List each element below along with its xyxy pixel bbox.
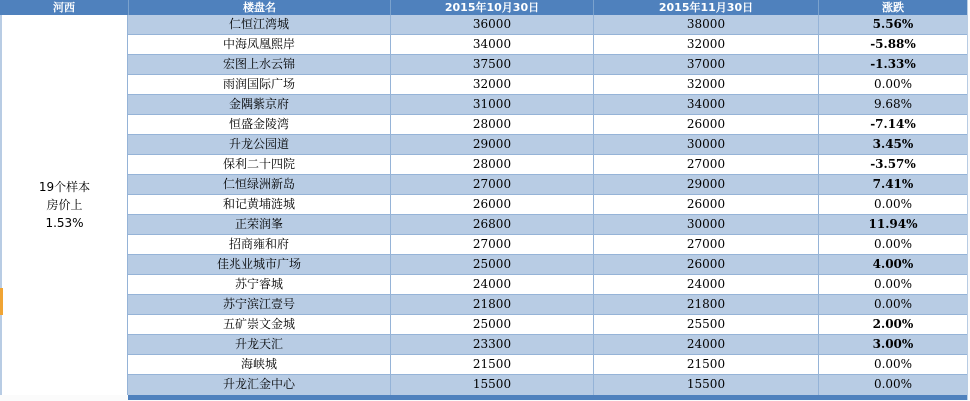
- table-row: [128, 175, 967, 195]
- price-nov-cell: 26000: [593, 115, 818, 134]
- building-name-cell: 海峡城: [240, 357, 277, 371]
- price-oct-cell: 26000: [390, 195, 593, 214]
- price-nov-cell: 25500: [593, 315, 818, 334]
- building-name-cell: 佳兆业城市广场: [216, 257, 301, 271]
- table-row: [128, 215, 967, 235]
- building-name-cell: 招商雍和府: [228, 237, 289, 251]
- price-nov-cell: 26000: [593, 195, 818, 214]
- price-oct-cell: 25000: [390, 255, 593, 274]
- price-nov-cell: 38000: [593, 15, 818, 34]
- building-name-cell: 宏图上水云锦: [222, 57, 295, 71]
- table-row: [128, 195, 967, 215]
- region-header: 河西: [53, 1, 75, 14]
- price-nov-cell: 27000: [593, 155, 818, 174]
- change-cell: 4.00%: [818, 255, 967, 274]
- table-row: [128, 315, 967, 335]
- table-row: [128, 55, 967, 75]
- change-cell: 0.00%: [818, 275, 967, 294]
- price-oct-cell: 28000: [390, 115, 593, 134]
- price-oct-cell: 15500: [390, 375, 593, 395]
- change-cell: 2.00%: [818, 315, 967, 334]
- building-name-cell: 正荣润峯: [234, 217, 283, 231]
- price-nov-cell: 29000: [593, 175, 818, 194]
- price-oct-cell: 27000: [390, 235, 593, 254]
- price-oct-cell: 31000: [390, 95, 593, 114]
- price-oct-cell: 29000: [390, 135, 593, 154]
- change-cell: 0.00%: [818, 295, 967, 314]
- price-oct-cell: 32000: [390, 75, 593, 94]
- change-cell: -5.88%: [818, 35, 967, 54]
- price-nov-cell: 32000: [593, 75, 818, 94]
- summary-line-percentage: 1.53%: [45, 216, 84, 230]
- building-name-cell: 五矿崇文金城: [222, 317, 295, 331]
- price-oct-cell: 28000: [390, 155, 593, 174]
- region-summary-cell: [0, 15, 128, 395]
- table-header-row: [0, 0, 967, 15]
- left-edge-marker: [0, 288, 3, 315]
- price-oct-cell: 21500: [390, 355, 593, 374]
- price-nov-cell: 21800: [593, 295, 818, 314]
- price-nov-cell: 30000: [593, 215, 818, 234]
- table-row: [128, 235, 967, 255]
- price-nov-cell: 30000: [593, 135, 818, 154]
- table-row: [128, 15, 967, 35]
- building-name-cell: 升龙汇金中心: [222, 377, 295, 391]
- price-oct-cell: 21800: [390, 295, 593, 314]
- table-row: [128, 275, 967, 295]
- price-nov-cell: 21500: [593, 355, 818, 374]
- price-nov-cell: 27000: [593, 235, 818, 254]
- building-name-cell: 升龙公园道: [228, 137, 289, 151]
- change-cell: 9.68%: [818, 95, 967, 114]
- building-name-cell: 中海凤凰熙岸: [222, 37, 295, 51]
- change-cell: 0.00%: [818, 235, 967, 254]
- table-row: [128, 115, 967, 135]
- column-header-nov-date: 2015年11月30日: [593, 0, 818, 15]
- building-name-cell: 金隅紫京府: [228, 97, 289, 111]
- change-cell: -7.14%: [818, 115, 967, 134]
- price-nov-cell: 32000: [593, 35, 818, 54]
- table-body-row: [0, 15, 967, 400]
- building-name-cell: 仁恒绿洲新岛: [222, 177, 295, 191]
- table-row: [128, 295, 967, 315]
- table-row: [128, 375, 967, 395]
- table-row: [128, 35, 967, 55]
- change-cell: 7.41%: [818, 175, 967, 194]
- table-row: [128, 255, 967, 275]
- table-row: [128, 135, 967, 155]
- price-oct-cell: 24000: [390, 275, 593, 294]
- column-header-building-name: 楼盘名: [128, 0, 390, 15]
- table-row: [128, 95, 967, 115]
- change-cell: 0.00%: [818, 355, 967, 374]
- price-nov-cell: 24000: [593, 275, 818, 294]
- change-cell: 0.00%: [818, 75, 967, 94]
- price-nov-cell: 37000: [593, 55, 818, 74]
- change-cell: -3.57%: [818, 155, 967, 174]
- price-nov-cell: 34000: [593, 95, 818, 114]
- building-name-cell: 苏宁睿城: [234, 277, 283, 291]
- building-name-cell: 苏宁滨江壹号: [222, 297, 295, 311]
- building-name-cell: 恒盛金陵湾: [228, 117, 289, 131]
- summary-line-price-direction: 房价上: [46, 198, 83, 212]
- table-row: [128, 155, 967, 175]
- price-nov-cell: 24000: [593, 335, 818, 354]
- building-name-cell: 雨润国际广场: [222, 77, 295, 91]
- price-oct-cell: 25000: [390, 315, 593, 334]
- change-cell: 3.45%: [818, 135, 967, 154]
- building-name-cell: 保利二十四院: [222, 157, 295, 171]
- price-nov-cell: 26000: [593, 255, 818, 274]
- price-oct-cell: 26800: [390, 215, 593, 234]
- change-cell: 5.56%: [818, 15, 967, 34]
- price-nov-cell: 15500: [593, 375, 818, 395]
- table-row: [128, 335, 967, 355]
- change-cell: 0.00%: [818, 375, 967, 395]
- price-oct-cell: 34000: [390, 35, 593, 54]
- change-cell: 3.00%: [818, 335, 967, 354]
- change-cell: 11.94%: [818, 215, 967, 234]
- table-row: [128, 75, 967, 95]
- change-cell: 0.00%: [818, 195, 967, 214]
- price-oct-cell: 36000: [390, 15, 593, 34]
- price-oct-cell: 27000: [390, 175, 593, 194]
- summary-line-sample-count: 19个样本: [38, 180, 91, 194]
- building-name-cell: 仁恒江湾城: [228, 17, 289, 31]
- building-name-cell: 升龙天汇: [234, 337, 283, 351]
- table-rows-container: [128, 15, 967, 400]
- price-oct-cell: 23300: [390, 335, 593, 354]
- table-row: [128, 355, 967, 375]
- change-cell: -1.33%: [818, 55, 967, 74]
- price-oct-cell: 37500: [390, 55, 593, 74]
- column-header-oct-date: 2015年10月30日: [390, 0, 593, 15]
- column-header-change: 涨跌: [818, 0, 967, 15]
- building-name-cell: 和记黄埔涟城: [222, 197, 295, 211]
